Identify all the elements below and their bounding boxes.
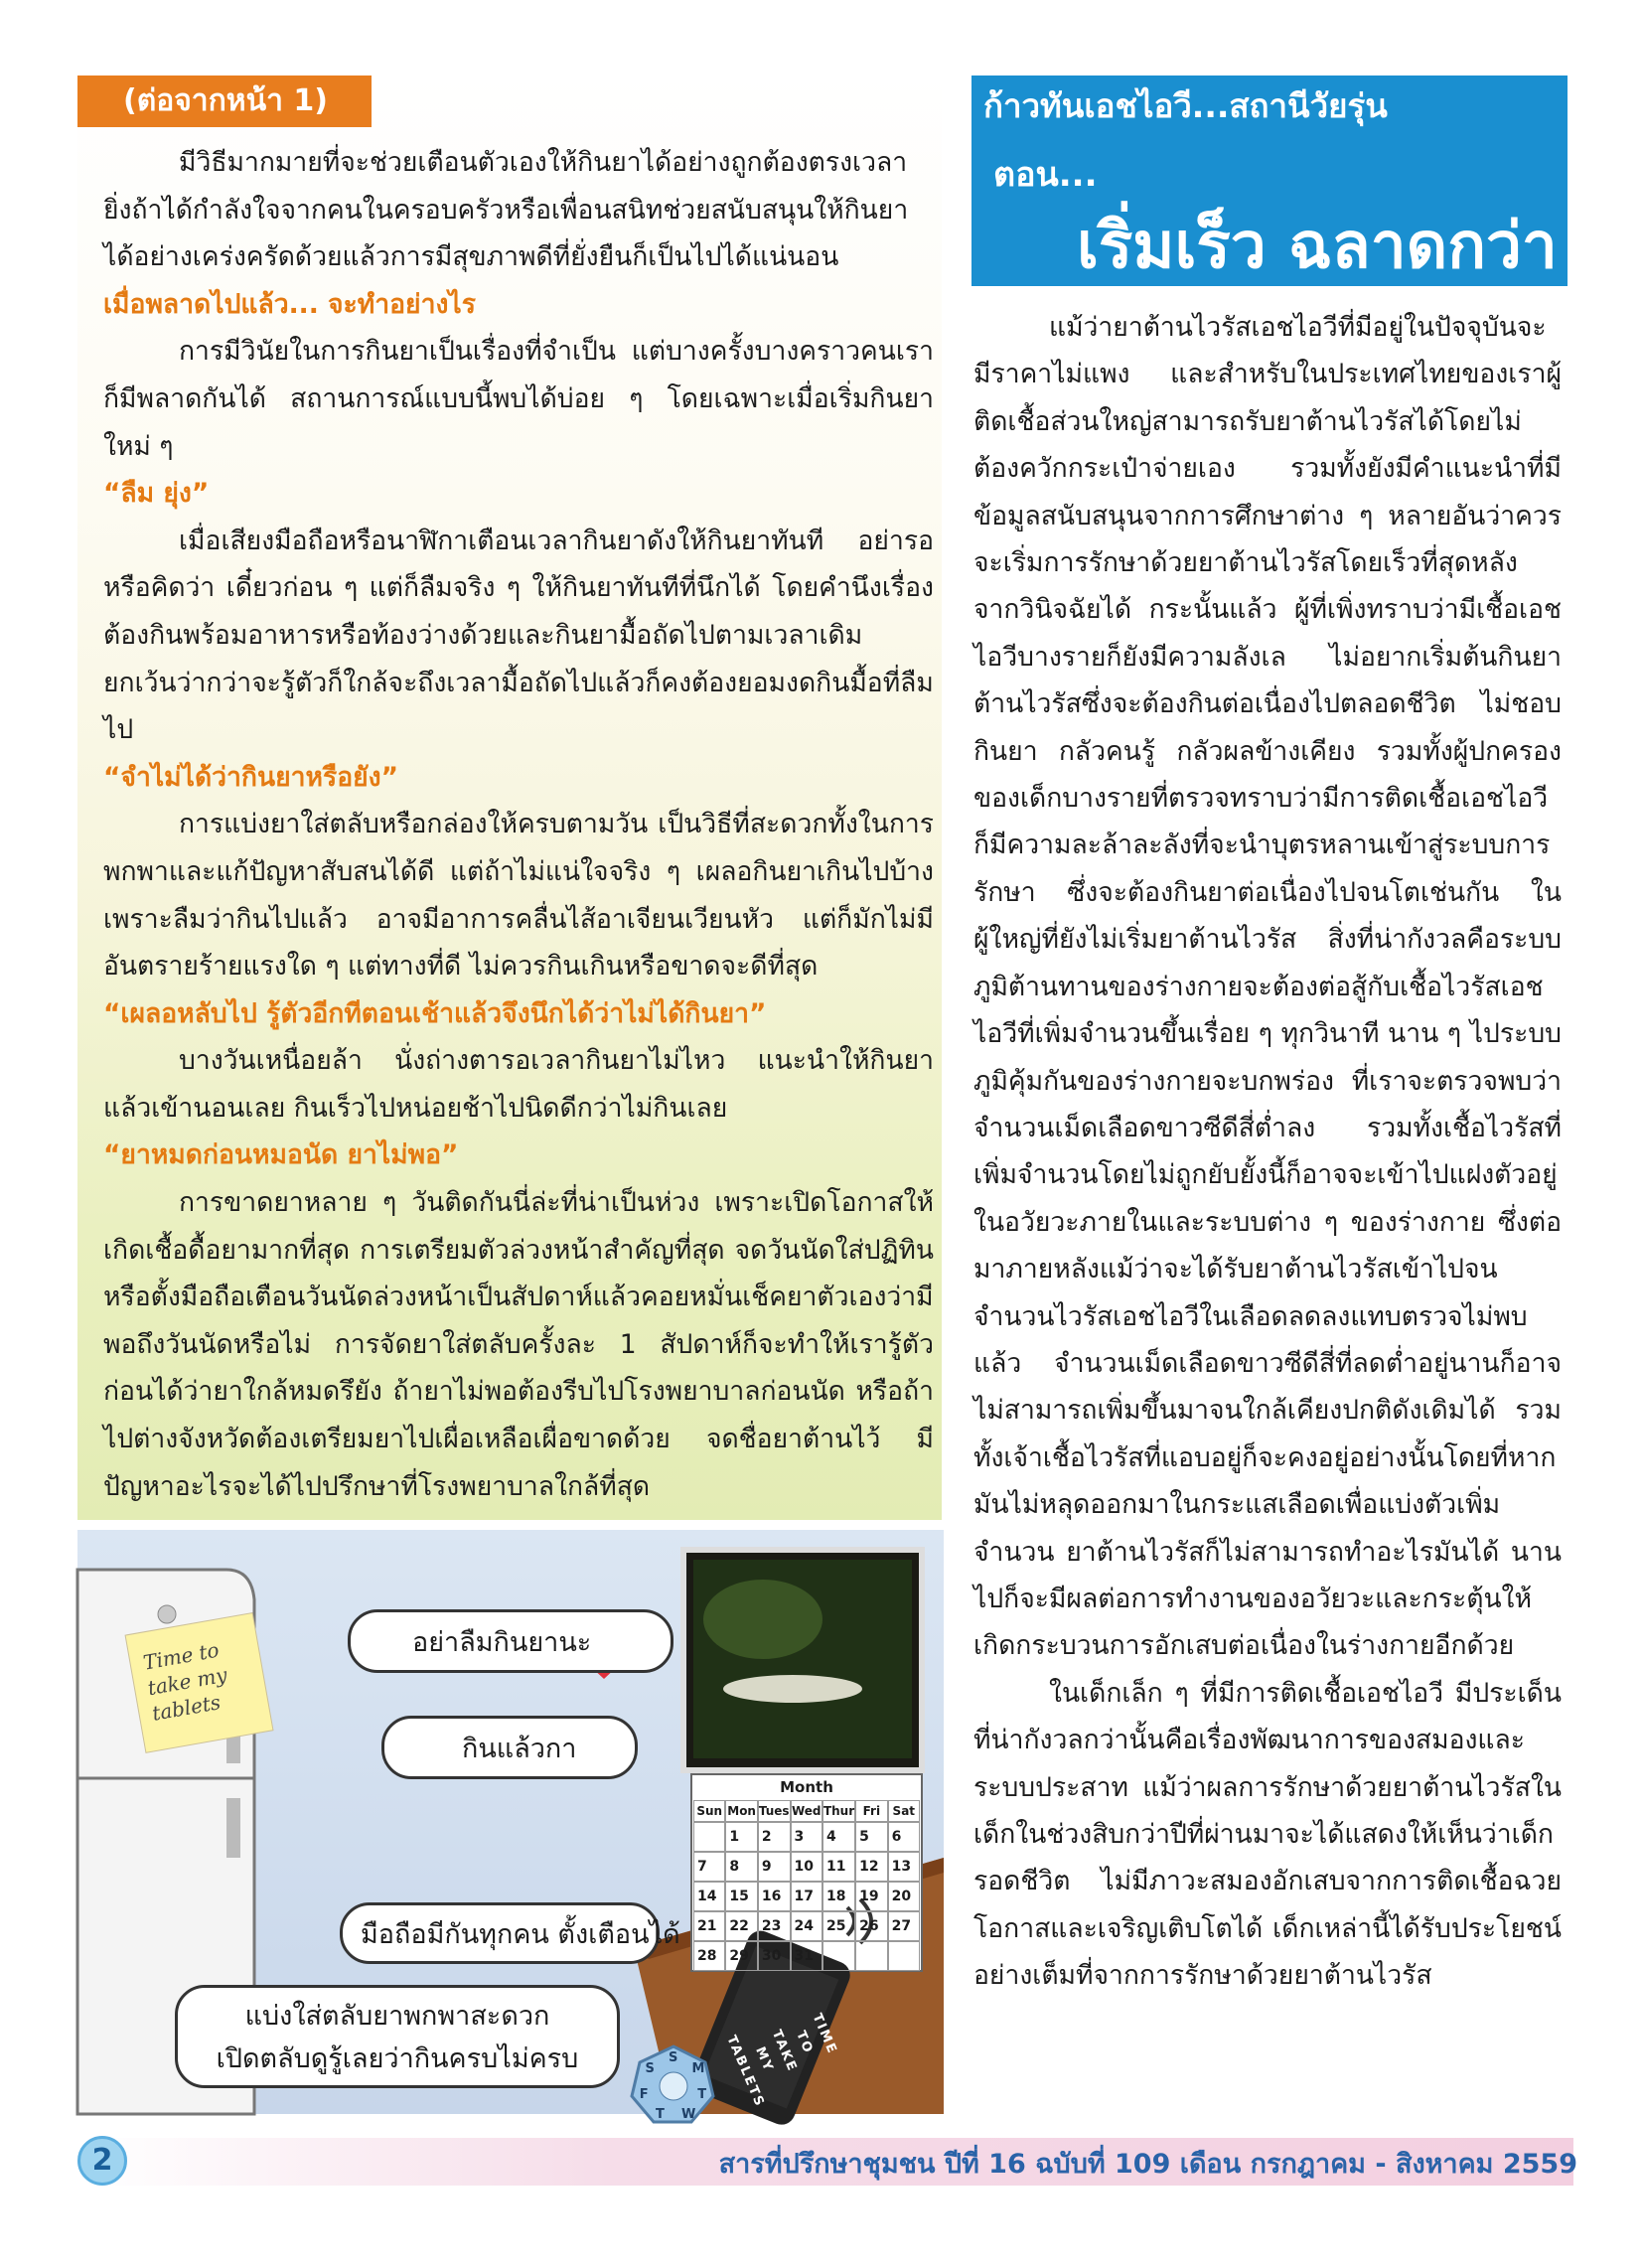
calendar-weekday: Sat [888, 1800, 920, 1822]
left-paragraph-1: มีวิธีมากมายที่จะช่วยเตือนตัวเองให้กินยาได้อย่างถูกต้องตรงเวลา ยิ่งถ้าได้กำลังใจจากคนในครอบครัวหรือเพื่อนสนิทช่วยสนับสนุนให้กินยาได้อย่างเคร่งครัดด้วยแล้วการมีสุขภาพดีที่ยั่งยืนก็เป็นไปได้แน่นอน [103, 147, 909, 273]
calendar-day: 18 [822, 1882, 855, 1911]
calendar-weekday: Thur [822, 1800, 855, 1822]
calendar-day: 4 [822, 1822, 855, 1852]
calendar-day: 17 [791, 1882, 822, 1911]
calendar-day: 8 [725, 1852, 757, 1882]
calendar-day: 28 [693, 1941, 725, 1971]
right-article [973, 304, 1562, 2000]
left-paragraph-4: การแบ่งยาใส่ตลับหรือกล่องให้ครบตามวัน เป็นวิธีที่สะดวกทั้งในการพกพาและแก้ปัญหาสับสนได้ดี แต่ถ้าไม่แน่ใจจริง ๆ เผลอกินยาเกินไปบ้าง เพราะลืมว่ากินไปแล้ว อาจมีอาการคลื่นไส้อาเจียนเวียนหัว แต่ก็มักไม่มีอันตรายร้ายแรงใด ๆ แต่ทางที่ดี ไม่ควรกินเกินหรือขาดจะดีที่สุด [103, 809, 934, 983]
calendar-weekday: Tues [758, 1800, 791, 1822]
phone-screen-text: TIME TO TAKE MY TABLETS [723, 2011, 840, 2110]
publication-info: สารที่ปรึกษาชุมชน ปีที่ 16 ฉบับที่ 109 เดือน กรกฎาคม - สิงหาคม 2559 [718, 2149, 1577, 2180]
calendar-day: 1 [725, 1822, 757, 1852]
bubble-pill-box-line2: เปิดตลับดูรู้เลยว่ากินครบไม่ครบ [216, 2043, 579, 2074]
left-paragraph-2: การมีวินัยในการกินยาเป็นเรื่องที่จำเป็น แต่บางครั้งบางคราวคนเราก็มีพลาดกันได้ สถานการณ์แบบนี้พบได้บ่อย ๆ โดยเฉพาะเมื่อเริ่มกินยาใหม่ ๆ [103, 336, 934, 462]
page-number: 2 [77, 2136, 127, 2186]
bubble-check-off-text: กินแล้วกา [462, 1733, 577, 1764]
calendar-day [822, 1941, 855, 1971]
calendar-day: 21 [693, 1911, 725, 1941]
episode-label: ตอน... [993, 155, 1098, 195]
calendar-weekday: Mon [725, 1800, 757, 1822]
calendar-day: 7 [693, 1852, 725, 1882]
calendar-day: 16 [758, 1882, 791, 1911]
pill-box-letter: W [681, 2107, 696, 2123]
calendar-day: 27 [888, 1911, 920, 1941]
sticky-note-text: Time to take my tablets [141, 1637, 229, 1726]
pill-box-letter: S [669, 2050, 678, 2065]
calendar-weekday: Wed [791, 1800, 822, 1822]
continued-tag: (ต่อจากหน้า 1) [77, 76, 372, 127]
bubble-phone-alarm [340, 1902, 680, 1964]
left-paragraph-5: บางวันเหนื่อยล้า นั่งถ่างตารอเวลากินยาไม่ไหว แนะนำให้กินยาแล้วเข้านอนเลย กินเร็วไปหน่อยช้าไปนิดดีกว่าไม่กินเลย [103, 1045, 934, 1124]
calendar-day: 3 [791, 1822, 822, 1852]
bubble-dont-forget [348, 1609, 673, 1673]
left-paragraph-3: เมื่อเสียงมือถือหรือนาฬิกาเตือนเวลากินยาดังให้กินยาทันที อย่ารอหรือคิดว่า เดี๋ยวก่อน ๆ แต่ก็ลืมจริง ๆ ให้กินยาทันทีที่นึกได้ โดยคำนึงเรื่องต้องกินพร้อมอาหารหรือท้องว่างด้วยและกินยามื้อถัดไปตามเวลาเดิม ยกเว้นว่ากว่าจะรู้ตัวก็ใกล้จะถึงเวลามื้อถัดไปแล้วก็คงต้องยอมงดกินมื้อที่ลืมไป [103, 525, 934, 746]
calendar-day: 5 [855, 1822, 887, 1852]
calendar-day: 25 [822, 1911, 855, 1941]
bubble-dont-forget-text: อย่าลืมกินยานะ [412, 1626, 592, 1658]
pin-icon [158, 1605, 176, 1623]
left-heading-5: “ยาหมดก่อนหมอนัด ยาไม่พอ” [103, 1139, 459, 1171]
series-title: ก้าวทันเอชไอวี...สถานีวัยรุ่น [983, 86, 1388, 125]
calendar-day: 11 [822, 1852, 855, 1882]
calendar-day: 22 [725, 1911, 757, 1941]
calendar-day: 2 [758, 1822, 791, 1852]
pill-box-letter: F [639, 2086, 649, 2102]
bubble-pill-box [175, 1985, 620, 2088]
pill-box-letters [632, 2046, 715, 2126]
calendar-day: 23 [758, 1911, 791, 1941]
left-heading-3: “จำไม่ได้ว่ากินยาหรือยัง” [103, 761, 398, 793]
calendar-day: 24 [791, 1911, 822, 1941]
calendar-day: 9 [758, 1852, 791, 1882]
calendar-day: 29 [725, 1941, 757, 1971]
calendar-day: 26 [855, 1911, 887, 1941]
left-heading-1: เมื่อพลาดไปแล้ว... จะทำอย่างไร [103, 288, 476, 320]
calendar-day: 13 [888, 1852, 920, 1882]
calendar-day: 20 [888, 1882, 920, 1911]
wall-photo [683, 1550, 922, 1770]
calendar-day [855, 1941, 887, 1971]
calendar-title: Month [780, 1778, 833, 1796]
bubble-check-off [381, 1716, 638, 1779]
bubble-phone-alarm-text: มือถือมีกันทุกคน ตั้งเตือนได้ [361, 1918, 680, 1950]
calendar-day: 12 [855, 1852, 887, 1882]
pill-box-letter: S [645, 2061, 655, 2077]
left-heading-4: “เผลอหลับไป รู้ตัวอีกทีตอนเช้าแล้วจึงนึกได้ว่าไม่ได้กินยา” [103, 997, 767, 1029]
calendar-day: 14 [693, 1882, 725, 1911]
calendar-grid [693, 1800, 920, 1969]
bubble-pill-box-line1: แบ่งใส่ตลับยาพกพาสะดวก [244, 2001, 550, 2032]
left-heading-2: “ลืม ยุ่ง” [103, 478, 210, 510]
calendar-day: 15 [725, 1882, 757, 1911]
calendar-weekday: Fri [855, 1800, 887, 1822]
right-paragraph-1: แม้ว่ายาต้านไวรัสเอชไอวีที่มีอยู่ในปัจจุบันจะมีราคาไม่แพง และสำหรับในประเทศไทยของเราผู้ติดเชื้อส่วนใหญ่สามารถรับยาต้านไวรัสได้โดยไม่ต้องควักกระเป๋าจ่ายเอง รวมทั้งยังมีคำแนะนำที่มีข้อมูลสนับสนุนจากการศึกษาต่าง ๆ หลายอันว่าควรจะเริ่มการรักษาด้วยยาต้านไวรัสโดยเร็วที่สุดหลังจากวินิจฉัยได้ กระนั้นแล้ว ผู้ที่เพิ่งทราบว่ามีเชื้อเอชไอวีบางรายก็ยังมีความลังเล ไม่อยากเริ่มต้นกินยาต้านไวรัสซึ่งจะต้องกินต่อเนื่องไปตลอดชีวิต ไม่ชอบกินยา กลัวคนรู้ กลัวผลข้างเคียง รวมทั้งผู้ปกครองของเด็กบางรายที่ตรวจทราบว่ามีการติดเชื้อเอชไอวี ก็มีความละล้าละลังที่จะนำบุตรหลานเข้าสู่ระบบการรักษา ซึ่งจะต้องกินยาต่อเนื่องไปจนโตเช่นกัน ในผู้ใหญ่ที่ยังไม่เริ่มยาต้านไวรัส สิ่งที่น่ากังวลคือระบบภูมิต้านทานของร่างกายจะต้องต่อสู้กับเชื้อไวรัสเอชไอวีที่เพิ่มจำนวนขึ้นเรื่อย ๆ ทุกวินาที นาน ๆ ไประบบภูมิคุ้มกันของร่างกายจะบกพร่อง ที่เราจะตรวจพบว่าจำนวนเม็ดเลือดขาวซีดีสี่ต่ำลง รวมทั้งเชื้อไวรัสที่เพิ่มจำนวนโดยไม่ถูกยับยั้งนี้ก็อาจจะเข้าไปแฝงตัวอยู่ในอวัยวะภายในและระบบต่าง ๆ ของร่างกาย ซึ่งต่อมาภายหลังแม้ว่าจะได้รับยาต้านไวรัสเข้าไปจนจำนวนไวรัสเอชไอวีในเลือดลดลงแทบตรวจไม่พบแล้ว จำนวนเม็ดเลือดขาวซีดีสี่ที่ลดต่ำอยู่นานก็อาจไม่สามารถเพิ่มขึ้นมาจนใกล้เคียงปกติดังเดิมได้ รวมทั้งเจ้าเชื้อไวรัสที่แอบอยู่ก็จะคงอยู่อย่างนั้นโดยที่หากมันไม่หลุดออกมาในกระแสเลือดเพื่อแบ่งตัวเพิ่มจำนวน ยาต้านไวรัสก็ไม่สามารถทำอะไรมันได้ นานไปก็จะมีผลต่อการทำงานของอวัยวะและกระตุ้นให้เกิดกระบวนการอักเสบต่อเนื่องในร่างกายอีกด้วย [973, 312, 1562, 1662]
calendar-day [888, 1941, 920, 1971]
right-paragraph-2: ในเด็กเล็ก ๆ ที่มีการติดเชื้อเอชไอวี มีประเด็นที่น่ากังวลกว่านั้นคือเรื่องพัฒนาการของสมองและระบบประสาท แม้ว่าผลการรักษาด้วยยาต้านไวรัสในเด็กในช่วงสิบกว่าปีที่ผ่านมาจะได้แสดงให้เห็นว่าเด็กรอดชีวิต ไม่มีภาวะสมองอักเสบจากการติดเชื้อฉวยโอกาสและเจริญเติบโตได้ เด็กเหล่านี้ได้รับประโยชน์อย่างเต็มที่จากการรักษาด้วยยาต้านไวรัส [973, 1677, 1562, 1992]
medication-reminder-illustration [77, 1530, 944, 2123]
pill-box-letter: T [655, 2107, 665, 2123]
left-paragraph-6: การขาดยาหลาย ๆ วันติดกันนี่ล่ะที่น่าเป็นห่วง เพราะเปิดโอกาสให้เกิดเชื้อดื้อยามากที่สุด การเตรียมตัวล่วงหน้าสำคัญที่สุด จดวันนัดใส่ปฏิทินหรือตั้งมือถือเตือนวันนัดล่วงหน้าเป็นสัปดาห์แล้วคอยหมั่นเช็คยาตัวเองว่ามีพอถึงวันนัดหรือไม่ การจัดยาใส่ตลับครั้งละ 1 สัปดาห์ก็จะทำให้เรารู้ตัวก่อนได้ว่ายาใกล้หมดรึยัง ถ้ายาไม่พอต้องรีบไปโรงพยาบาลก่อนนัด หรือถ้าไปต่างจังหวัดต้องเตรียมยาไปเผื่อเหลือเผื่อขาดด้วย จดชื่อยาต้านไว้ มีปัญหาอะไรจะได้ไปปรึกษาที่โรงพยาบาลใกล้ที่สุด [103, 1187, 934, 1502]
calendar-day: 19 [855, 1882, 887, 1911]
calendar-day: 30 [758, 1941, 791, 1971]
calendar-weekday: Sun [693, 1800, 725, 1822]
calendar-day [693, 1822, 725, 1852]
left-article [103, 139, 934, 1510]
article-title: เริ่มเร็ว ฉลาดกว่า [1077, 210, 1558, 283]
calendar-day: 10 [791, 1852, 822, 1882]
calendar-day: 31 [791, 1941, 822, 1971]
calendar-day: 6 [888, 1822, 920, 1852]
pill-box-letter: M [691, 2061, 705, 2077]
pill-box-letter: T [697, 2086, 707, 2102]
